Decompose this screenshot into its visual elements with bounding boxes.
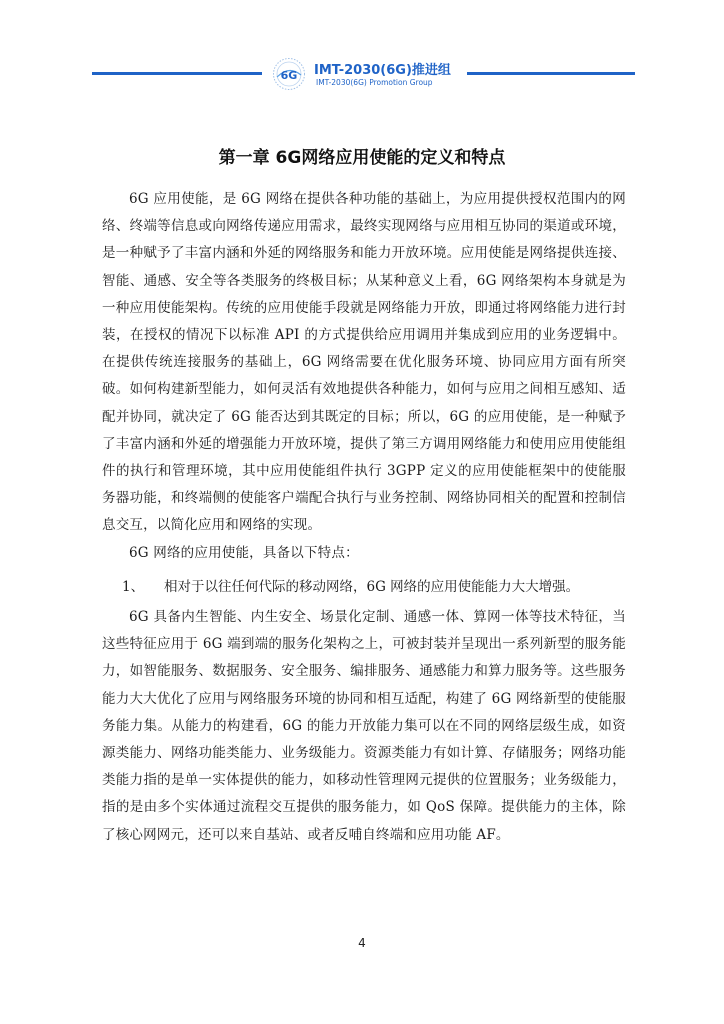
list-item-text: 相对于以往任何代际的移动网络，6G 网络的应用使能能力大大增强。: [164, 578, 580, 595]
paragraph-capabilities: 6G 具备内生智能、内生安全、场景化定制、通感一体、算网一体等技术特征，当这些特征应用于 6G 端到端的服务化架构之上，可被封装并呈现出一系列新型的服务能力，如智能服务、数据服务、安全服务、编排服务、通感能力和算力服务等。这些服务能力大大优化了应用与网络服务环境的协同和相互适配，构建了 6G 网络新型的使能服务能力集。从能力的构建看，6G 的能力开放能力集可以在不同的网络层级生成，如资源类能力、网络功能类能力、业务级能力。资源类能力有如计算、存储服务；网络功能类能力指的是单一实体提供的能力，如移动性管理网元提供的位置服务；业务级能力，指的是由多个实体通过流程交互提供的服务能力，如 QoS 保障。提供能力的主体，除了核心网网元，还可以来自基站、或者反哺自终端和应用功能 AF。: [102, 609, 626, 843]
paragraph-features-intro: 6G 网络的应用使能，具备以下特点：: [129, 544, 359, 561]
page-header: [0, 54, 724, 94]
header-rule-left: [92, 72, 262, 75]
header-rule-right: [467, 72, 635, 75]
imt-2030-logo-icon: [272, 57, 306, 91]
brand-subtitle: IMT-2030(6G) Promotion Group: [316, 78, 433, 87]
list-item-number: 1、: [122, 578, 145, 595]
logo-text: 6G: [280, 69, 298, 82]
list-item: [102, 574, 626, 601]
brand-title: IMT-2030(6G)推进组: [314, 63, 451, 78]
document-body: [102, 186, 626, 849]
page-number: 4: [358, 936, 366, 950]
paragraph-definition: 6G 应用使能，是 6G 网络在提供各种功能的基础上，为应用提供授权范围内的网络、终端等信息或向网络传递应用需求，最终实现网络与应用相互协同的渠道或环境，是一种赋予了丰富内涵和外延的网络服务和能力开放环境。应用使能是网络提供连接、智能、通感、安全等各类服务的终极目标；从某种意义上看，6G 网络架构本身就是为一种应用使能架构。传统的应用使能手段就是网络能力开放，即通过将网络能力进行封装，在授权的情况下以标准 API 的方式提供给应用调用并集成到应用的业务逻辑中。在提供传统连接服务的基础上，6G 网络需要在优化服务环境、协同应用方面有所突破。如何构建新型能力，如何灵活有效地提供各种能力，如何与应用之间相互感知、适配并协同，就决定了 6G 能否达到其既定的目标；所以，6G 的应用使能，是一种赋予了丰富内涵和外延的增强能力开放环境，提供了第三方调用网络能力和使用应用使能组件的执行和管理环境，其中应用使能组件执行 3GPP 定义的应用使能框架中的使能服务器功能，和终端侧的使能客户端配合执行与业务控制、网络协同相关的配置和控制信息交互，以简化应用和网络的实现。: [102, 191, 626, 534]
chapter-title: 第一章 6G网络应用使能的定义和特点: [218, 148, 506, 168]
